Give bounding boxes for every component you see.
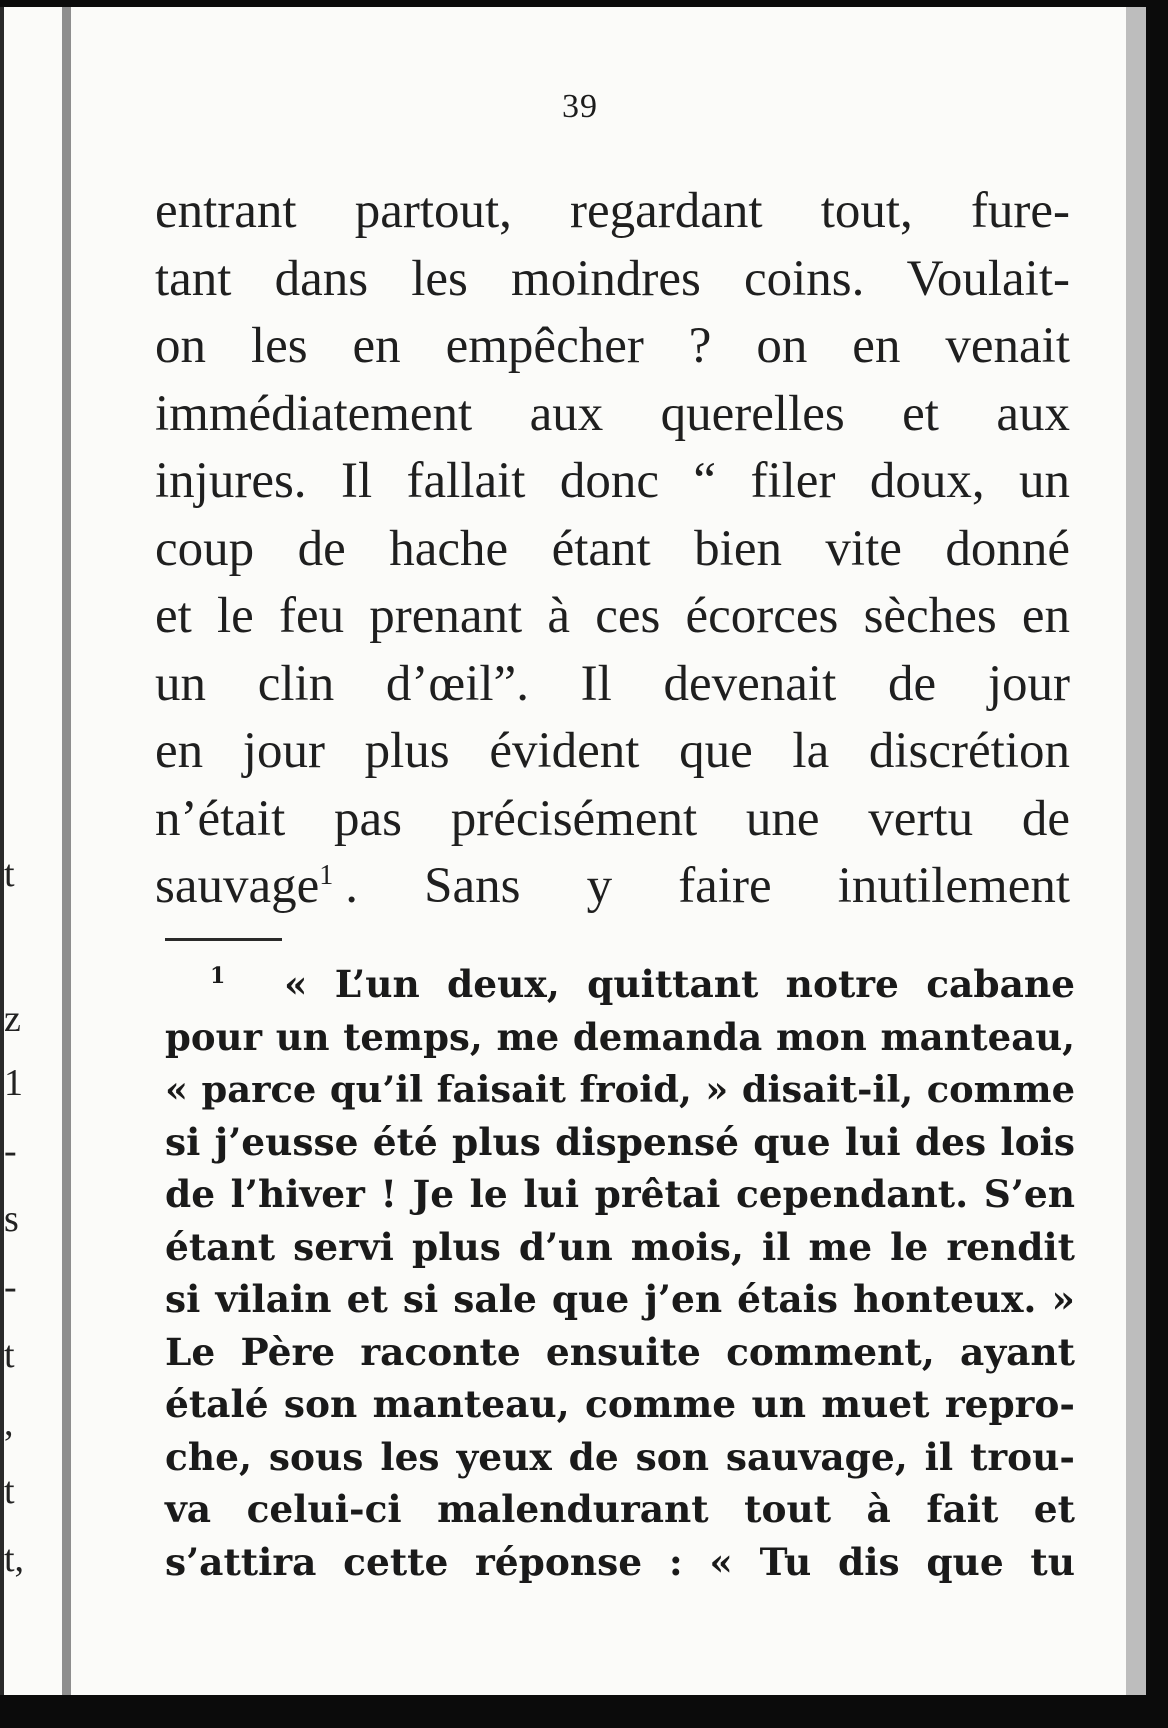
body-line-end: . Sans y faire inutilement <box>345 858 1070 914</box>
margin-fragment: s <box>4 1198 19 1240</box>
footnote-line: étalé son manteau, comme un muet repro- <box>165 1382 1075 1426</box>
body-line: et le feu prenant à ces écorces sèches en <box>155 588 1070 644</box>
footnote-line: si j’eusse été plus dispensé que lui des lois <box>165 1119 1075 1164</box>
body-line: coup de hache étant bien vite donné <box>155 520 1070 577</box>
body-line-last <box>155 853 1070 921</box>
footnote-line: étant servi plus d’un mois, il me le rendit <box>165 1224 1075 1269</box>
footnote-line: pour un temps, me demanda mon manteau, <box>165 1014 1075 1059</box>
body-line: tant dans les moindres coins. Voulait- <box>155 250 1070 307</box>
body-line: en jour plus évident que la discrétion <box>155 723 1070 779</box>
page-number: 39 <box>562 88 598 125</box>
footnote-line: s’attira cette réponse : « Tu dis que tu <box>165 1539 1075 1584</box>
footnote-line: de l’hiver ! Je le lui prêtai cependant. S’en <box>165 1172 1075 1216</box>
body-line-start-text: sauvage <box>155 858 320 914</box>
body-line: un clin d’œil”. Il devenait de jour <box>155 655 1070 712</box>
margin-fragment: t, <box>4 1538 25 1580</box>
footnote-line: Le Père raconte ensuite comment, ayant <box>165 1329 1075 1374</box>
margin-fragment: z <box>4 998 21 1040</box>
footnote-line: si vilain et si sale que j’en étais honteux. » <box>165 1277 1075 1321</box>
margin-fragment: , <box>4 1402 14 1444</box>
footnote-line: che, sous les yeux de son sauvage, il trou- <box>165 1434 1075 1479</box>
right-page-edge <box>1126 7 1146 1695</box>
footnote-line: « parce qu’il faisait froid, » disait-il, comme <box>165 1067 1075 1111</box>
right-dark-margin <box>1146 0 1168 1728</box>
bottom-dark-margin <box>0 1695 1168 1728</box>
body-line: n’était pas précisément une vertu de <box>155 790 1070 847</box>
body-paragraph <box>155 178 1070 921</box>
footnote <box>165 958 1075 1588</box>
margin-fragment: t <box>4 1334 15 1376</box>
body-line: entrant partout, regardant tout, fure- <box>155 183 1070 239</box>
body-line: on les en empêcher ? on en venait <box>155 318 1070 374</box>
margin-fragment: - <box>4 1266 17 1308</box>
footnote-separator <box>165 938 282 941</box>
footnote-first-line <box>165 958 1075 1011</box>
margin-fragment: - <box>4 1130 17 1172</box>
margin-fragment: t <box>4 853 15 895</box>
footnote-line: « L’un deux, quittant notre cabane <box>284 962 1075 1006</box>
body-line: injures. Il fallait donc “ filer doux, un <box>155 453 1070 509</box>
margin-fragment: t <box>4 1470 15 1512</box>
footnote-marker: 1 <box>210 963 226 989</box>
left-gutter-rule <box>62 7 71 1695</box>
footnote-reference: 1 <box>319 860 334 891</box>
body-line-start <box>155 853 333 921</box>
body-line: immédiatement aux querelles et aux <box>155 385 1070 442</box>
margin-fragment: 1 <box>4 1062 23 1104</box>
footnote-line: va celui-ci malendurant tout à fait et <box>165 1487 1075 1531</box>
